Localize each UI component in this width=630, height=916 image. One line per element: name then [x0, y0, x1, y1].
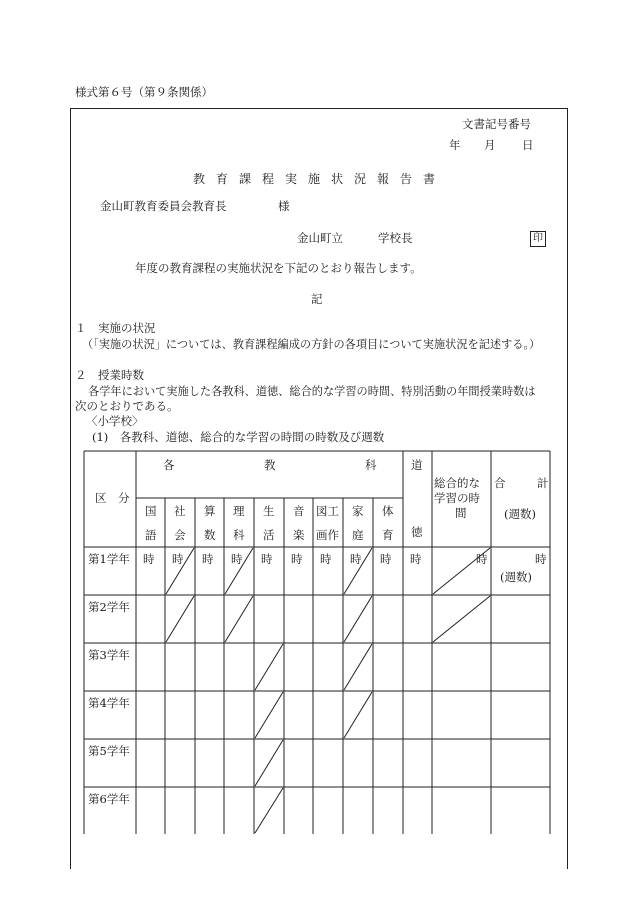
subject-header: 生: [263, 504, 275, 518]
subject-header: 国: [145, 504, 157, 518]
unit-label: 時: [261, 552, 273, 566]
unit-label: 時: [231, 552, 243, 566]
sougou-header: 総合的な: [434, 476, 480, 490]
ki-label: 記: [311, 292, 323, 306]
section2-heading: ２ 授業時数: [75, 368, 144, 382]
grade-label: 第4学年: [88, 696, 130, 710]
unit-label: 時: [172, 552, 184, 566]
title-char: 況: [354, 172, 367, 186]
title-char: 施: [308, 172, 321, 186]
kyouka-header: 各: [163, 458, 175, 472]
subject-header: 体: [382, 504, 394, 518]
school-level: 〈小学校〉: [86, 414, 144, 428]
grade-label: 第1学年: [88, 552, 130, 566]
title-char: 書: [423, 172, 436, 186]
unit-label: 時: [291, 552, 303, 566]
unit-label: 時: [476, 552, 488, 566]
grade-label: 第3学年: [88, 648, 130, 662]
corner-label: 分: [118, 491, 130, 505]
title-char: 告: [400, 172, 413, 186]
subject-header: 社: [174, 504, 186, 518]
subject-header: 庭: [352, 528, 364, 542]
unit-label: 時: [410, 552, 422, 566]
honorific: 様: [278, 199, 290, 213]
subject-header: 育: [382, 528, 394, 542]
subject-header: 科: [233, 528, 245, 542]
subject-header: 算: [204, 504, 216, 518]
title-char: 育: [216, 172, 229, 186]
school-prefix: 金山町立: [297, 231, 343, 245]
date-day: 日: [522, 138, 534, 152]
title-char: 実: [285, 172, 298, 186]
subject-header: 語: [145, 528, 157, 542]
subject-header: 理: [233, 504, 245, 518]
total-sub-header: (週数): [504, 507, 536, 521]
sougou-header: 間: [455, 506, 467, 520]
total-header: 計: [537, 476, 549, 490]
sougou-header: 学習の時: [434, 491, 480, 505]
title-char: 報: [377, 172, 390, 186]
subject-header: 図工: [316, 504, 339, 518]
title-char: 程: [262, 172, 275, 186]
subject-header: 家: [352, 504, 364, 518]
section2-body: 次のとおりである。: [75, 399, 179, 413]
subject-header: 活: [263, 528, 275, 542]
subject-header: 会: [174, 528, 186, 542]
section2-body: 各学年において実施した各教科、道徳、総合的な学習の時間、特別活動の年間授業時数は: [88, 385, 536, 398]
unit-label: 時: [535, 552, 547, 566]
date-year: 年: [449, 138, 461, 152]
unit-label: 時: [380, 552, 392, 566]
doutoku-header: 徳: [411, 525, 423, 539]
total-week-note: (週数): [500, 570, 532, 584]
unit-label: 時: [202, 552, 214, 566]
corner-label: 区: [95, 491, 107, 505]
title-char: 教: [193, 172, 206, 186]
section1-heading: １ 実施の状況: [75, 321, 156, 335]
subject-header: 音: [293, 504, 305, 518]
grade-label: 第2学年: [88, 600, 130, 614]
principal-title: 学校長: [378, 231, 413, 245]
title-char: 課: [239, 172, 252, 186]
addressee: 金山町教育委員会教育長: [100, 199, 227, 213]
intro-text: 年度の教育課程の実施状況を下記のとおり報告します。: [135, 261, 422, 275]
grade-label: 第6学年: [88, 792, 130, 806]
unit-label: 時: [320, 552, 332, 566]
seal-box: 印: [530, 231, 546, 247]
subject-header: 画作: [316, 528, 339, 542]
unit-label: 時: [350, 552, 362, 566]
doutoku-header: 道: [411, 458, 423, 472]
date-month: 月: [484, 138, 496, 152]
subject-header: 楽: [293, 528, 305, 542]
grade-label: 第5学年: [88, 744, 130, 758]
unit-label: 時: [143, 552, 155, 566]
section1-note: （「実施の状況」については、教育課程編成の方針の各項目について実施状況を記述する。）: [82, 338, 541, 351]
form-label: 様式第６号（第９条関係）: [75, 85, 213, 99]
table-caption: (1) 各教科、道徳、総合的な学習の時間の時数及び週数: [92, 430, 385, 444]
total-header: 合: [494, 476, 506, 490]
doc-number: 文書記号番号: [462, 117, 531, 131]
title-char: 状: [331, 172, 344, 186]
subject-header: 数: [204, 528, 216, 542]
kyouka-header: 科: [365, 458, 377, 472]
kyouka-header: 教: [264, 458, 276, 472]
